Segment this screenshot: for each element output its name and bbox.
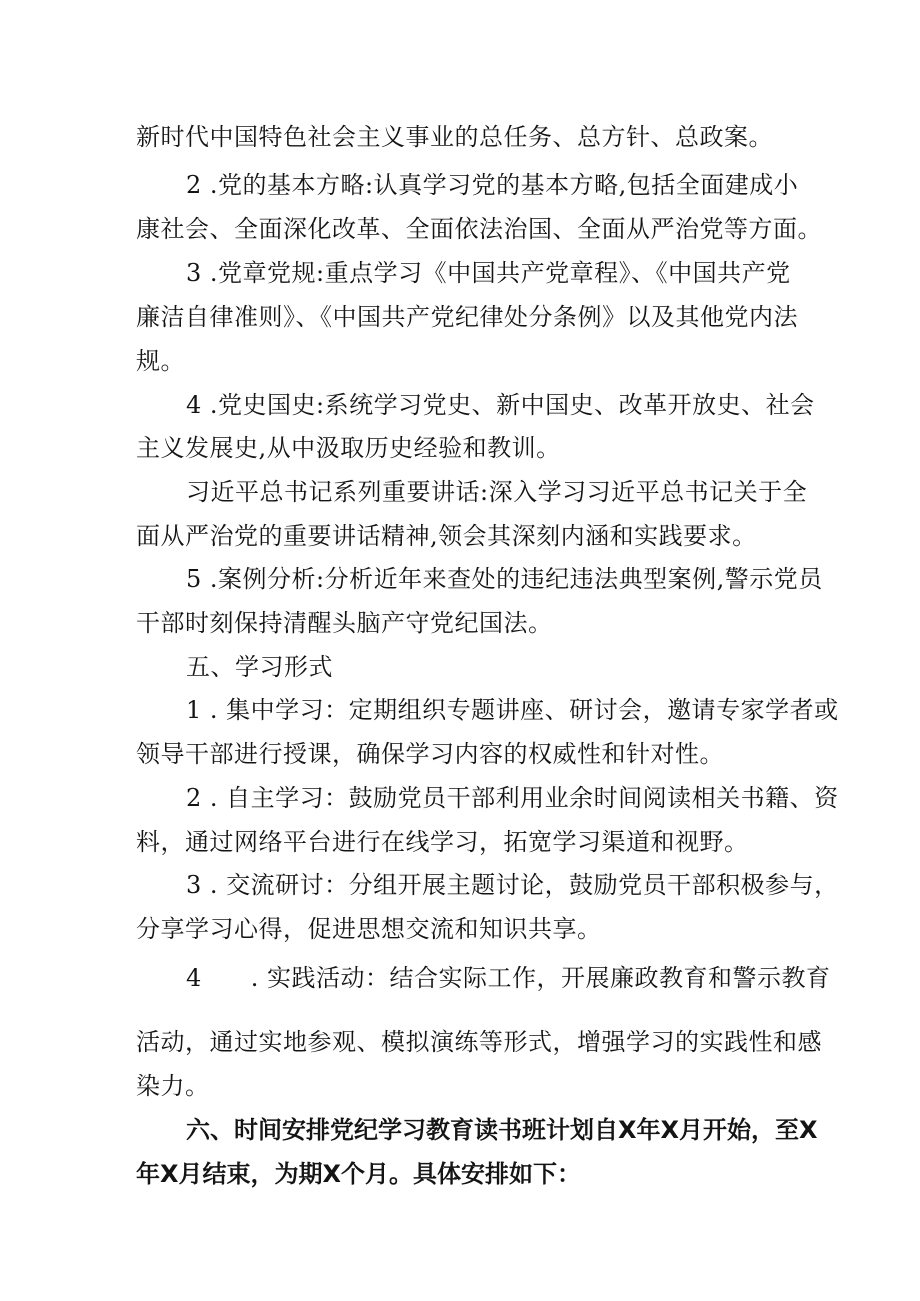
paragraph-line: 2 .党的基本方略:认真学习党的基本方略,包括全面建成小 <box>186 171 799 199</box>
paragraph-line: 活动，通过实地参观、模拟演练等形式，增强学习的实践性和感 <box>136 1028 822 1056</box>
paragraph-line: 4 .党史国史:系统学习党史、新中国史、改革开放史、社会 <box>186 391 815 419</box>
paragraph-line: 分享学习心得，促进思想交流和知识共享。 <box>136 915 602 943</box>
paragraph-line: 主义发展史,从中汲取历史经验和教训。 <box>136 434 561 462</box>
paragraph-line: 2 . 自主学习：鼓励党员干部利用业余时间阅读相关书籍、资 <box>186 784 839 812</box>
paragraph-line: 1 . 集中学习：定期组织专题讲座、研讨会，邀请专家学者或 <box>186 696 839 724</box>
paragraph-line: 干部时刻保持清醒头脑产守党纪国法。 <box>136 609 553 637</box>
paragraph-line: 习近平总书记系列重要讲话:深入学习习近平总书记关于全 <box>186 478 808 506</box>
paragraph-line: 规。 <box>136 347 185 375</box>
paragraph-line: 3 . 交流研讨：分组开展主题讨论，鼓励党员干部积极参与， <box>186 871 839 899</box>
paragraph-line: 年X月结束，为期X个月。具体安排如下： <box>136 1160 582 1188</box>
section-heading: 六、时间安排党纪学习教育读书班计划自X年X月开始，至X <box>186 1116 818 1144</box>
paragraph-line: 面从严治党的重要讲话精神,领会其深刻内涵和实践要求。 <box>136 522 757 550</box>
section-heading: 五、学习形式 <box>186 653 333 681</box>
paragraph-line: 料，通过网络平台进行在线学习，拓宽学习渠道和视野。 <box>136 828 749 856</box>
paragraph-line: 领导干部进行授课，确保学习内容的权威性和针对性。 <box>136 740 724 768</box>
paragraph-line: 染力。 <box>136 1072 210 1100</box>
paragraph-line: 3 .党章党规:重点学习《中国共产党章程》、《中国共产党 <box>186 259 791 287</box>
paragraph-line: 廉洁自律准则》、《中国共产党纪律处分条例》以及其他党内法 <box>136 303 798 331</box>
paragraph-line: 康社会、全面深化改革、全面依法治国、全面从严治党等方面。 <box>136 215 822 243</box>
paragraph-line: 新时代中国特色社会主义事业的总任务、总方针、总政案。 <box>136 123 773 151</box>
paragraph-line: 4 . 实践活动：结合实际工作，开展廉政教育和警示教育 <box>186 964 831 992</box>
paragraph-line: 5 .案例分析:分析近年来查处的违纪违法典型案例,警示党员 <box>186 565 823 593</box>
